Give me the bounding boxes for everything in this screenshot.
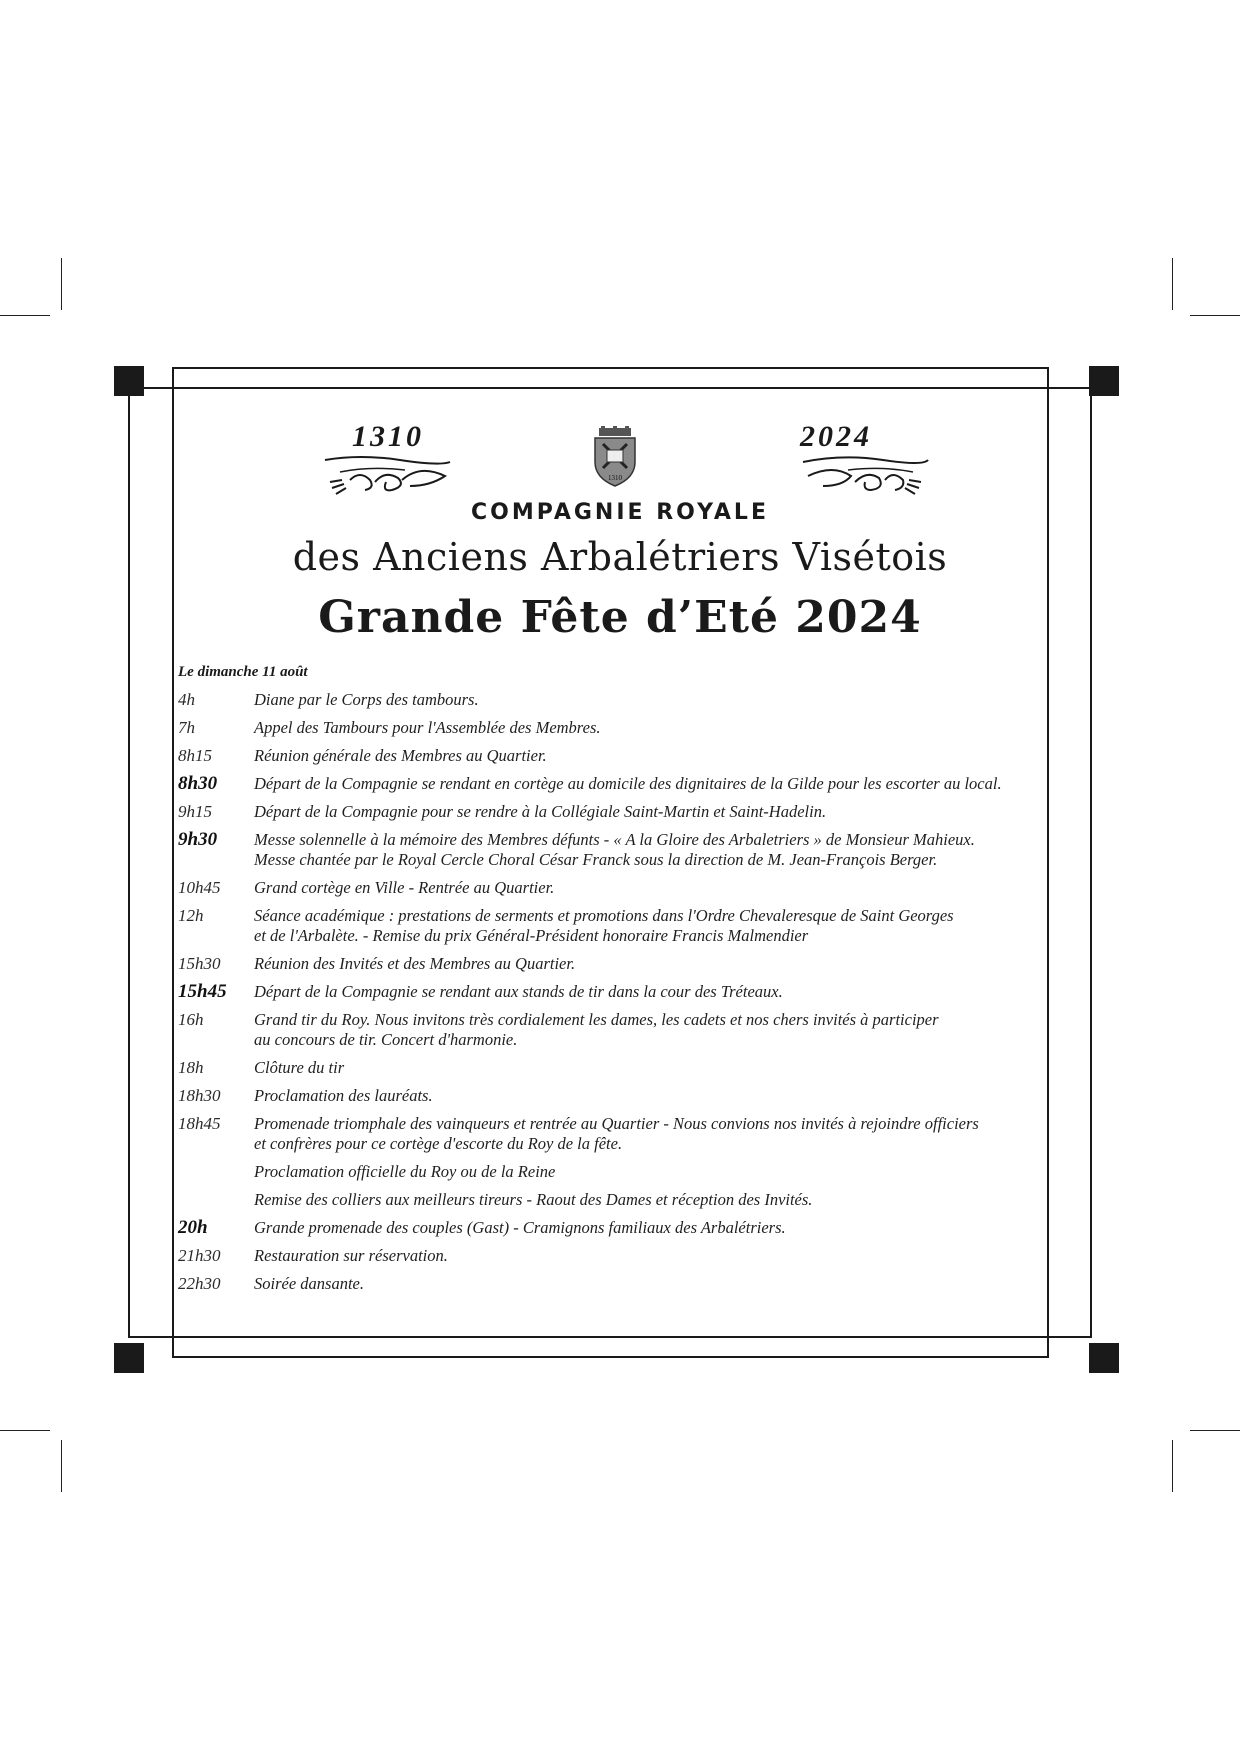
- schedule-description-line: Départ de la Compagnie se rendant en cortège au domicile des dignitaires de la Gilde pour les escorter au local.: [254, 774, 1002, 793]
- schedule-time: 9h15: [178, 802, 212, 821]
- schedule-row: [178, 830, 1058, 870]
- flourish-left-ornament: [320, 452, 460, 502]
- schedule-time: 15h45: [178, 981, 227, 1002]
- schedule-description-line: Clôture du tir: [254, 1058, 345, 1077]
- crop-mark: [1172, 1440, 1173, 1492]
- schedule-description: [254, 830, 1058, 870]
- schedule-description-line: Proclamation des lauréats.: [254, 1086, 433, 1105]
- schedule-description: [254, 1058, 1058, 1078]
- schedule-time: 10h45: [178, 878, 221, 897]
- schedule-row: [178, 1114, 1058, 1154]
- flourish-right-ornament: [793, 452, 933, 502]
- schedule-description-line: Séance académique : prestations de serments et promotions dans l'Ordre Chevaleresque de Saint Georges: [254, 906, 954, 925]
- schedule-description: [254, 954, 1058, 974]
- schedule-row: [178, 1190, 1058, 1210]
- event-date: Le dimanche 11 août: [178, 664, 308, 680]
- schedule-row: [178, 1086, 1058, 1106]
- schedule-description-line: Promenade triomphale des vainqueurs et rentrée au Quartier - Nous convions nos invités à rejoindre officiers: [254, 1114, 979, 1133]
- schedule-row: [178, 1274, 1058, 1294]
- schedule-description-line: Départ de la Compagnie pour se rendre à la Collégiale Saint-Martin et Saint-Hadelin.: [254, 802, 827, 821]
- schedule-row: [178, 982, 1058, 1002]
- schedule-time: 4h: [178, 690, 195, 709]
- title-company-name: des Anciens Arbalétriers Visétois: [292, 535, 948, 579]
- schedule-description-line: Messe chantée par le Royal Cercle Choral César Franck sous la direction de M. Jean-François Berger.: [254, 850, 938, 869]
- schedule-description: [254, 1246, 1058, 1266]
- schedule-time: 20h: [178, 1217, 208, 1238]
- crop-mark: [1190, 1430, 1240, 1431]
- schedule-row: [178, 690, 1058, 710]
- schedule-description: [254, 718, 1058, 738]
- title-company-royale: COMPAGNIE ROYALE: [471, 500, 769, 525]
- schedule-description: [254, 1274, 1058, 1294]
- schedule-description-line: au concours de tir. Concert d'harmonie.: [254, 1030, 518, 1049]
- schedule-description: [254, 802, 1058, 822]
- corner-square: [114, 366, 144, 396]
- schedule-description-line: Restauration sur réservation.: [254, 1246, 448, 1265]
- schedule-time: 7h: [178, 718, 195, 737]
- schedule-description-line: Remise des colliers aux meilleurs tireurs - Raout des Dames et réception des Invités.: [254, 1190, 813, 1209]
- schedule-description-line: Grand tir du Roy. Nous invitons très cordialement les dames, les cadets et nos chers invités à participer: [254, 1010, 939, 1029]
- schedule-description: [254, 774, 1058, 794]
- schedule-row: [178, 878, 1058, 898]
- schedule-description: [254, 1218, 1058, 1238]
- svg-text:1310: 1310: [608, 474, 622, 482]
- schedule-row: [178, 1010, 1058, 1050]
- schedule-description: [254, 1114, 1058, 1154]
- schedule-description: [254, 878, 1058, 898]
- schedule-time: 18h45: [178, 1114, 221, 1133]
- schedule-description-line: et confrères pour ce cortège d'escorte du Roy de la fête.: [254, 1134, 623, 1153]
- schedule-time: 21h30: [178, 1246, 221, 1265]
- schedule-description: [254, 746, 1058, 766]
- crop-mark: [61, 1440, 62, 1492]
- title-event: Grande Fête d’Eté 2024: [318, 592, 922, 643]
- schedule-description-line: Proclamation officielle du Roy ou de la Reine: [254, 1162, 556, 1181]
- schedule-time: 9h30: [178, 829, 218, 850]
- schedule-description-line: Soirée dansante.: [254, 1274, 364, 1293]
- schedule-description-line: Diane par le Corps des tambours.: [254, 690, 479, 709]
- schedule-row: [178, 774, 1058, 794]
- corner-square: [114, 1343, 144, 1373]
- schedule-time: 15h30: [178, 954, 221, 973]
- program-schedule: [178, 690, 1058, 1302]
- crop-mark: [1172, 258, 1173, 310]
- schedule-row: [178, 1218, 1058, 1238]
- schedule-description-line: Grande promenade des couples (Gast) - Cramignons familiaux des Arbalétriers.: [254, 1218, 786, 1237]
- schedule-time: 16h: [178, 1010, 204, 1029]
- schedule-time: 12h: [178, 906, 204, 925]
- schedule-time: 18h30: [178, 1086, 221, 1105]
- schedule-row: [178, 1246, 1058, 1266]
- crop-mark: [0, 1430, 50, 1431]
- crop-mark: [0, 315, 50, 316]
- crop-mark: [61, 258, 62, 310]
- corner-square: [1089, 1343, 1119, 1373]
- coat-of-arms-crest-icon: [587, 426, 643, 488]
- schedule-time: 8h30: [178, 773, 218, 794]
- schedule-description-line: Départ de la Compagnie se rendant aux stands de tir dans la cour des Tréteaux.: [254, 982, 783, 1001]
- schedule-description: [254, 690, 1058, 710]
- schedule-description: [254, 1190, 1058, 1210]
- schedule-description: [254, 982, 1058, 1002]
- schedule-description-line: Réunion des Invités et des Membres au Quartier.: [254, 954, 576, 973]
- schedule-description-line: Réunion générale des Membres au Quartier.: [254, 746, 547, 765]
- schedule-time: 8h15: [178, 746, 212, 765]
- schedule-description-line: Messe solennelle à la mémoire des Membres défunts - « A la Gloire des Arbaletriers » de Monsieur Mahieux.: [254, 830, 975, 849]
- schedule-row: [178, 906, 1058, 946]
- schedule-description: [254, 1010, 1058, 1050]
- schedule-description: [254, 906, 1058, 946]
- schedule-time: 22h30: [178, 1274, 221, 1293]
- schedule-row: [178, 1162, 1058, 1182]
- crop-mark: [1190, 315, 1240, 316]
- schedule-row: [178, 802, 1058, 822]
- corner-square: [1089, 366, 1119, 396]
- schedule-row: [178, 746, 1058, 766]
- schedule-row: [178, 718, 1058, 738]
- year-left: 1310: [352, 420, 424, 453]
- year-right: 2024: [800, 420, 872, 453]
- schedule-description-line: Appel des Tambours pour l'Assemblée des Membres.: [254, 718, 601, 737]
- schedule-description: [254, 1162, 1058, 1182]
- schedule-description: [254, 1086, 1058, 1106]
- schedule-row: [178, 1058, 1058, 1078]
- schedule-description-line: Grand cortège en Ville - Rentrée au Quartier.: [254, 878, 555, 897]
- schedule-description-line: et de l'Arbalète. - Remise du prix Général-Président honoraire Francis Malmendier: [254, 926, 809, 945]
- schedule-row: [178, 954, 1058, 974]
- schedule-time: 18h: [178, 1058, 204, 1077]
